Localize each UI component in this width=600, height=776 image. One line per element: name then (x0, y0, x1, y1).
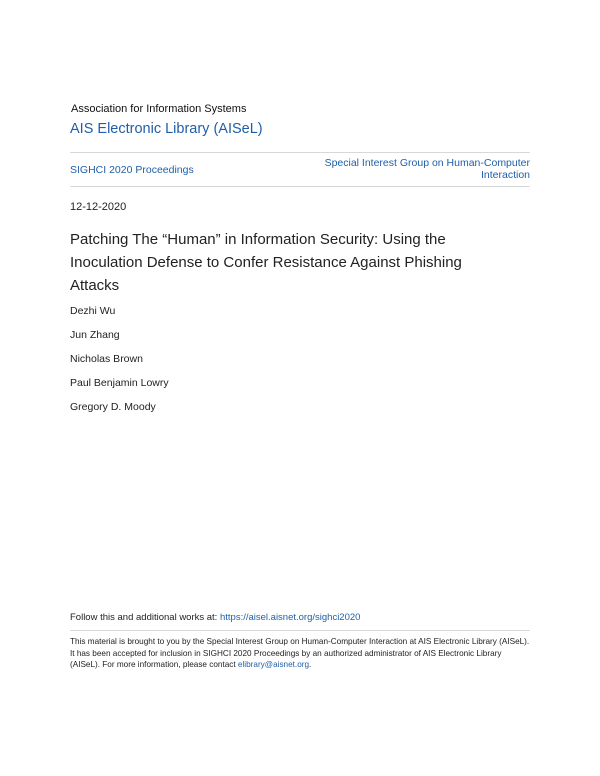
publication-date: 12-12-2020 (70, 201, 127, 213)
divider-bottom (70, 630, 530, 631)
author-list (70, 305, 169, 425)
collection-url-link[interactable]: https://aisel.aisnet.org/sighci2020 (219, 612, 361, 623)
paper-title: Patching The “Human” in Information Security: Using the Inoculation Defense to Confer Resistance Against Phishing Attacks (70, 231, 462, 294)
proceedings-link[interactable]: SIGHCI 2020 Proceedings (70, 164, 194, 176)
divider-middle (70, 186, 530, 187)
footer-text: This material is brought to you by the Special Interest Group on Human-Computer Interaction at AIS Electronic Library (AISeL). It has been accepted for inclusion in SIGHCI 2020 Proceedings by an authorized administrator of AIS Electronic Library (AISeL). For more information, please contact (70, 637, 530, 669)
sig-link-line2: Interaction (480, 169, 530, 181)
footer-end: . (309, 660, 312, 669)
follow-line (70, 612, 360, 623)
contact-email-link[interactable]: elibrary@aisnet.org (237, 660, 310, 669)
author-name: Nicholas Brown (70, 353, 143, 365)
follow-label: Follow this and additional works at: (70, 612, 220, 623)
organization-name: Association for Information Systems (71, 103, 247, 115)
divider-top (70, 152, 530, 153)
library-link[interactable]: AIS Electronic Library (AISeL) (70, 121, 263, 137)
sig-link[interactable] (290, 157, 530, 181)
footer-note (70, 636, 530, 671)
sig-link-line1: Special Interest Group on Human-Computer (324, 157, 530, 169)
author-name: Paul Benjamin Lowry (70, 377, 169, 389)
author-name: Jun Zhang (70, 329, 120, 341)
author-name: Gregory D. Moody (70, 401, 156, 413)
author-name: Dezhi Wu (70, 305, 116, 317)
